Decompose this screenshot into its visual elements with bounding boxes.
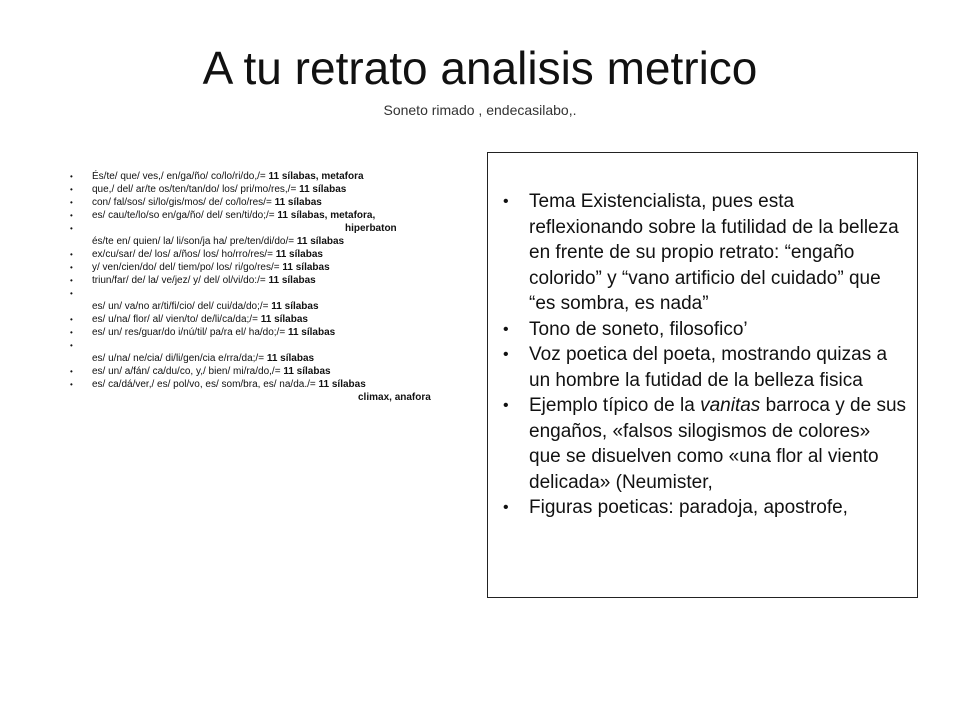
syllable-count: 11 sílabas, — [268, 171, 319, 182]
syllable-count: 11 sílabas — [296, 236, 345, 247]
bullet-icon: • — [70, 367, 73, 376]
verse-line — [70, 183, 480, 196]
bullet-icon: • — [70, 380, 73, 389]
syllable-count: 11 sílabas, — [277, 210, 328, 221]
verse-text: triun/far/ de/ la/ ve/jez/ y/ del/ ol/vi/do:/= — [92, 275, 269, 286]
verse-line — [70, 235, 480, 248]
verse-text: És/te/ que/ ves,/ en/ga/ño/ co/lo/ri/do,/= — [92, 171, 269, 182]
syllable-count: 11 sílabas — [287, 327, 336, 338]
bullet-icon: • — [503, 193, 509, 210]
analysis-text: Figuras poeticas: paradoja, apostrofe, — [529, 497, 848, 518]
verse-line — [70, 248, 480, 261]
verse-list — [70, 170, 480, 403]
bullet-icon: • — [503, 320, 509, 338]
verse-text: es/ u/na/ flor/ al/ vien/to/ de/li/ca/da;/= — [92, 314, 261, 325]
verse-line — [70, 352, 480, 365]
syllable-count: 11 sílabas — [318, 379, 366, 390]
bullet-icon: • — [70, 341, 73, 350]
verse-line — [70, 261, 480, 274]
bullet-icon: • — [70, 198, 73, 207]
verse-text: es/ un/ a/fán/ ca/du/co, y,/ bien/ mi/ra/do,/= — [92, 366, 284, 377]
analysis-item-tono — [488, 317, 917, 343]
bullet-icon: • — [70, 185, 73, 194]
bullet-icon: • — [503, 499, 509, 516]
verse-line — [70, 274, 480, 287]
verse-text: es/ un/ res/guar/do i/nú/til/ pa/ra el/ ha/do;/= — [92, 327, 288, 338]
analysis-text: Voz poetica del poeta, mostrando quizas a un hombre la futidad de la belleza fisica — [529, 344, 888, 391]
verse-text: es/ cau/te/lo/so en/ga/ño/ del/ sen/ti/do;/= — [92, 210, 278, 221]
bullet-icon: • — [70, 224, 73, 233]
analysis-text-post: barroca y de sus engaños, «falsos silogismos de colores» que se disuelven como «una flor al viento delicada» (Neumister, — [529, 395, 907, 493]
verse-line — [70, 209, 480, 222]
hiperbaton-note: hiperbaton — [345, 223, 397, 234]
analysis-list — [488, 189, 917, 521]
verse-text: ex/cu/sar/ de/ los/ a/ños/ los/ ho/rro/res/= — [92, 249, 276, 260]
slide-title: A tu retrato analisis metrico — [202, 42, 758, 94]
spacer — [70, 287, 480, 300]
verse-text: es/ u/na/ ne/cia/ di/li/gen/cia e/rra/da;/= — [92, 353, 267, 364]
analysis-box — [487, 152, 918, 598]
verse-text: con/ fal/sos/ si/lo/gis/mos/ de/ co/lo/res/= — [92, 197, 275, 208]
bullet-icon: • — [503, 397, 509, 414]
analysis-text-italic: vanitas — [700, 395, 761, 416]
bullet-icon: • — [70, 211, 73, 220]
bullet-icon: • — [70, 328, 73, 337]
figure-note: metafora, — [327, 210, 376, 221]
verse-line — [70, 365, 480, 378]
syllable-count: 11 sílabas — [282, 262, 330, 273]
verse-text: és/te en/ quien/ la/ li/son/ja ha/ pre/ten/di/do/= — [92, 236, 297, 247]
verse-text: que,/ del/ ar/te os/ten/tan/do/ los/ pri/mo/res,/= — [92, 184, 300, 195]
syllable-count: 11 sílabas — [260, 314, 308, 325]
syllable-count: 11 sílabas — [299, 184, 347, 195]
verse-text: es/ un/ va/no ar/ti/fi/cio/ del/ cui/da/do;/= — [92, 301, 272, 312]
verse-line — [70, 170, 480, 183]
bullet-icon: • — [70, 263, 73, 272]
analysis-item-voz — [488, 342, 917, 393]
verse-line — [70, 196, 480, 209]
verse-line — [70, 300, 480, 313]
verse-text: y/ ven/cien/do/ del/ tiem/po/ los/ ri/go/res/= — [92, 262, 283, 273]
bullet-icon: • — [503, 346, 509, 363]
spacer — [70, 339, 480, 352]
analysis-item-tema — [488, 189, 917, 317]
bullet-icon: • — [70, 289, 73, 298]
syllable-count: 11 sílabas — [268, 275, 316, 286]
bullet-icon: • — [70, 172, 73, 181]
syllable-count: 11 sílabas — [266, 353, 315, 364]
analysis-text: Tema Existencialista, pues esta reflexionando sobre la futilidad de la belleza en frente de su propio retrato: “engaño colorido” y “vano artificio del cuidado” que “es sombra, es nada” — [529, 191, 899, 314]
syllable-count: 11 sílabas — [275, 249, 323, 260]
verse-line — [70, 378, 480, 391]
analysis-text: Tono de soneto, filosofico’ — [529, 318, 748, 340]
bullet-icon: • — [70, 276, 73, 285]
analysis-text-pre: Ejemplo típico de la — [529, 395, 701, 416]
verse-line — [70, 326, 480, 339]
syllable-count: 11 sílabas — [283, 366, 331, 377]
bullet-icon: • — [70, 250, 73, 259]
verse-line — [70, 313, 480, 326]
analysis-item-figuras — [488, 495, 917, 521]
slide-subtitle: Soneto rimado , endecasilabo,. — [383, 102, 577, 118]
spacer — [70, 222, 480, 235]
verse-text: es/ ca/dá/ver,/ es/ pol/vo, es/ som/bra, es/ na/da./= — [92, 379, 319, 390]
bullet-icon: • — [70, 315, 73, 324]
syllable-count: 11 sílabas — [274, 197, 322, 208]
syllable-count: 11 sílabas — [271, 301, 319, 312]
climax-note: climax, anafora — [358, 392, 431, 403]
analysis-item-ejemplo — [488, 393, 917, 495]
figure-note: metafora — [318, 171, 364, 182]
